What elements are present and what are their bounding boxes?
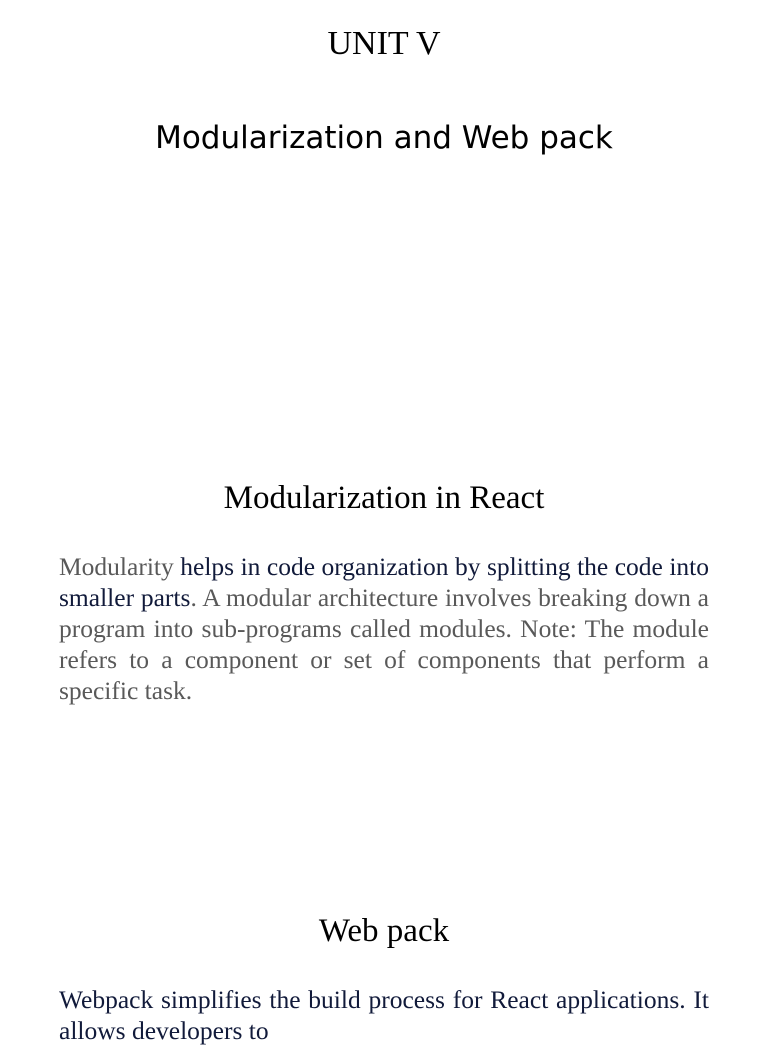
section-heading-modularization: Modularization in React (223, 480, 545, 516)
paragraph-lead: Modularity (59, 552, 174, 581)
unit-title: UNIT V (327, 25, 441, 62)
paragraph-rest: . A modular architecture involves breaking down a program into sub-programs called modules. Note: The module refers to a component or set of components that perform a specific task. (59, 583, 709, 705)
section-heading-webpack: Web pack (318, 913, 450, 949)
modularization-paragraph (59, 551, 709, 706)
webpack-paragraph-text: Webpack simplifies the build process for React applications. It allows developers to (59, 985, 709, 1045)
paragraph-highlight: helps in code organization by splitting the code into smaller parts (59, 552, 710, 612)
chapter-title: Modularization and Web pack (155, 120, 613, 156)
webpack-paragraph (59, 984, 709, 1046)
